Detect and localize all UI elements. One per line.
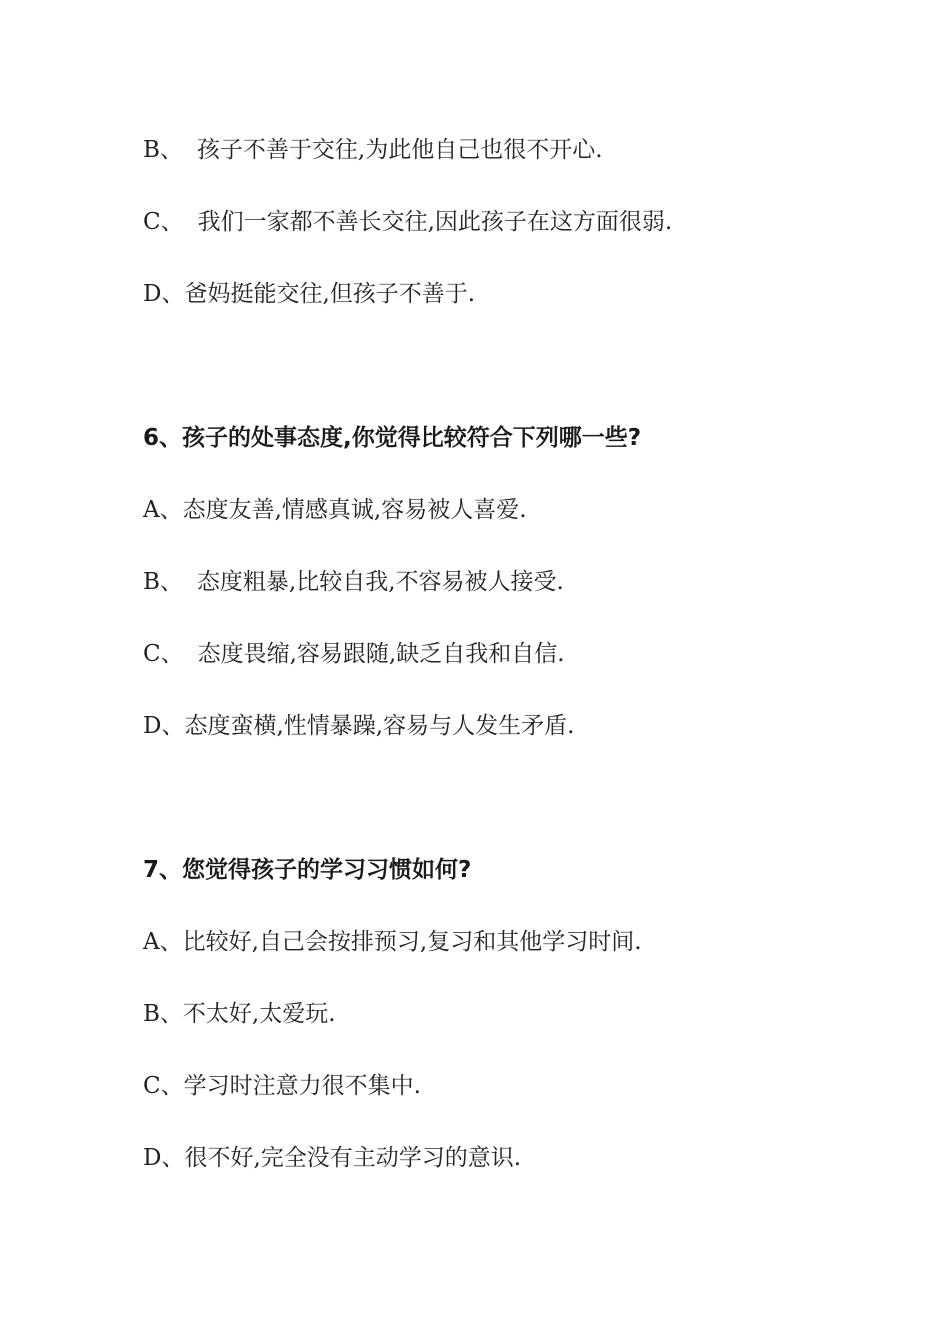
question-7-heading: 7、您觉得孩子的学习习惯如何? [143,857,472,883]
option-q7-d [143,1143,521,1173]
option-label: B、 [143,137,183,163]
option-q6-a [143,495,527,525]
option-q5-b [143,135,603,165]
option-q6-c [143,639,565,669]
option-text: 态度蛮横,性情暴躁,容易与人发生矛盾. [184,713,575,739]
option-text: 比较好,自己会按排预习,复习和其他学习时间. [182,929,642,955]
option-text: 学习时注意力很不集中. [183,1073,421,1099]
option-q5-d [143,279,475,309]
option-text: 不太好,太爱玩. [182,1001,336,1027]
option-label: A、 [143,929,183,955]
option-q6-b [143,567,564,597]
option-text: 孩子不善于交往,为此他自己也很不开心. [196,137,603,163]
option-label: B、 [143,1001,183,1027]
option-text: 态度畏缩,容易跟随,缺乏自我和自信. [197,641,565,667]
option-label: B、 [143,569,183,595]
option-q7-c [143,1071,421,1101]
option-label: A、 [143,497,183,523]
option-label: D、 [143,281,185,307]
option-label: C、 [143,641,184,667]
option-q7-a [143,927,642,957]
option-q7-b [143,999,336,1029]
option-text: 很不好,完全没有主动学习的意识. [184,1145,522,1171]
option-text: 态度粗暴,比较自我,不容易被人接受. [196,569,564,595]
option-label: D、 [143,713,185,739]
option-label: C、 [143,1073,184,1099]
option-text: 爸妈挺能交往,但孩子不善于. [184,281,476,307]
option-text: 我们一家都不善长交往,因此孩子在这方面很弱. [197,209,673,235]
option-q6-d [143,711,574,741]
option-text: 态度友善,情感真诚,容易被人喜爱. [182,497,527,523]
option-q5-c [143,207,672,237]
question-6-heading: 6、孩子的处事态度,你觉得比较符合下列哪一些? [143,425,642,451]
option-label: C、 [143,209,184,235]
option-label: D、 [143,1145,185,1171]
